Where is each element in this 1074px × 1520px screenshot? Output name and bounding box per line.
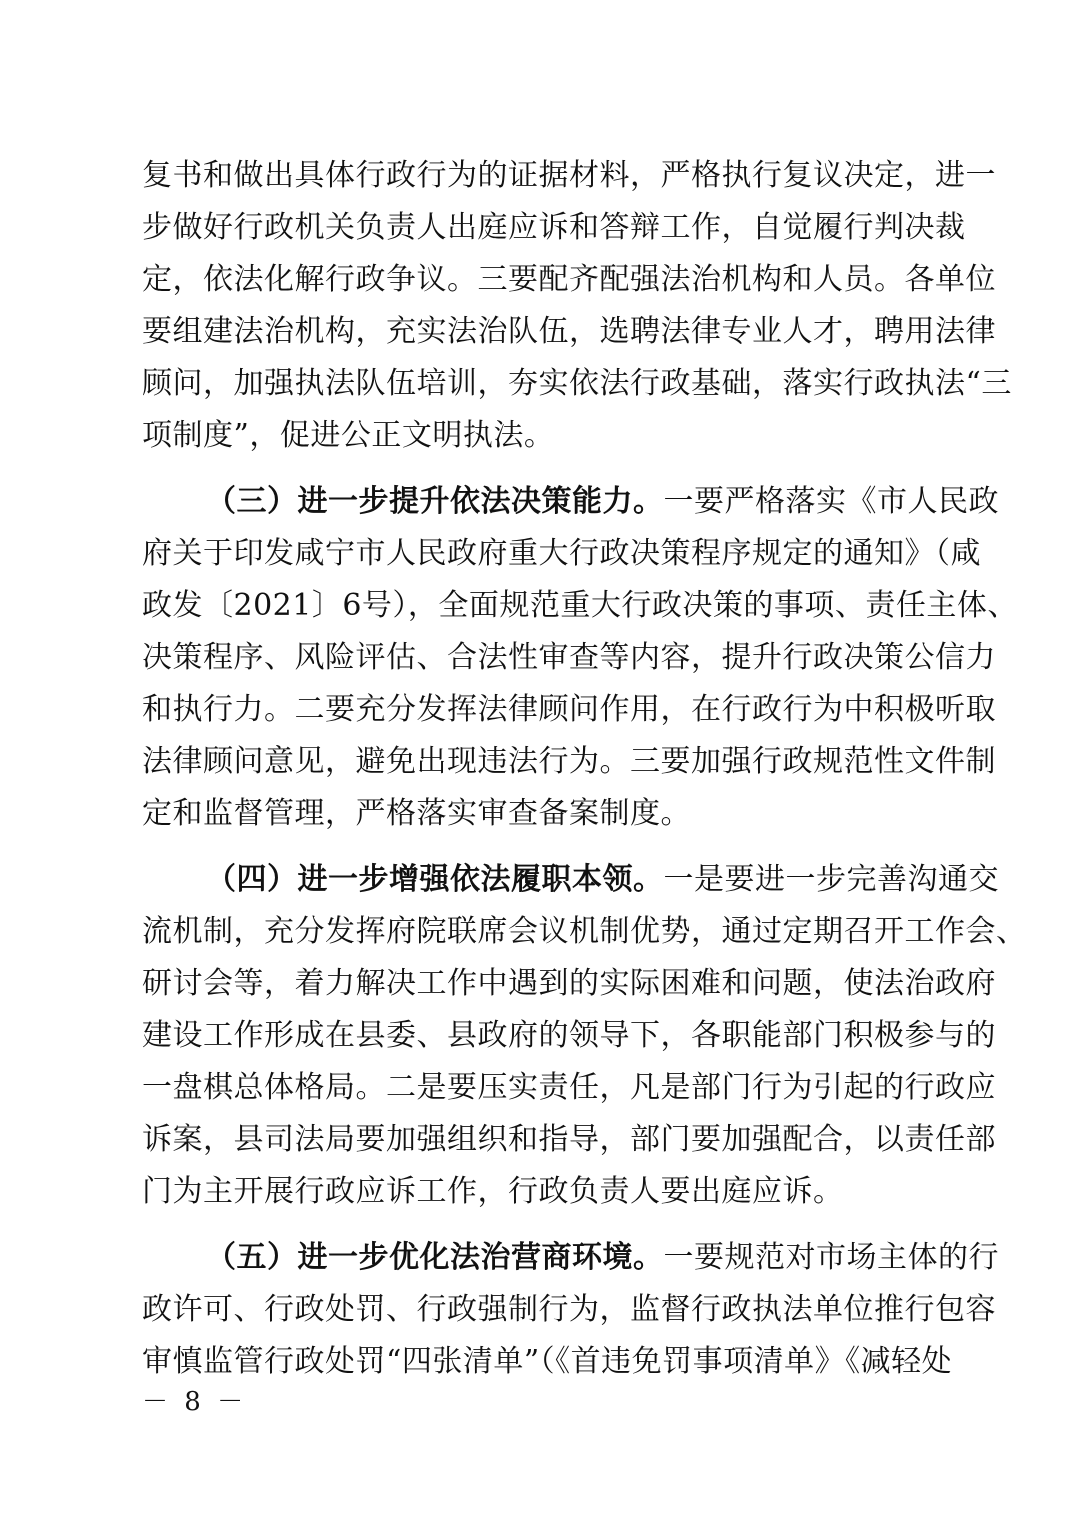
text-line: 法律顾问意见，避免出现违法行为。三要加强行政规范性文件制: [142, 744, 996, 779]
text-line: 顾问，加强执法队伍培训，夯实依法行政基础，落实行政执法“三: [142, 366, 1012, 401]
text-line: 流机制，充分发挥府院联席会议机制优势，通过定期召开工作会、: [142, 914, 1027, 949]
section-lead-text: 一是要进一步完善沟通交: [663, 862, 999, 897]
text-line: 建设工作形成在县委、县政府的领导下，各职能部门积极参与的: [142, 1018, 996, 1053]
text-line: 和执行力。二要充分发挥法律顾问作用，在行政行为中积极听取: [142, 692, 996, 727]
section-first-line: [142, 1232, 999, 1284]
text-line: 政发〔2021〕6号），全面规范重大行政决策的事项、责任主体、: [142, 588, 1018, 623]
text-line: 定，依法化解行政争议。三要配齐配强法治机构和人员。各单位: [142, 262, 996, 297]
paragraph-section-3: [142, 476, 1018, 840]
text-line: 要组建法治机构，充实法治队伍，选聘法律专业人才，聘用法律: [142, 314, 996, 349]
section-lead-text: 一要规范对市场主体的行: [663, 1240, 999, 1275]
text-line: 审慎监管行政处罚“四张清单”（《首违免罚事项清单》《减轻处: [142, 1344, 953, 1379]
page-number: － 8 －: [142, 1387, 248, 1417]
section-heading: （四）进一步增强依法履职本领。: [206, 862, 664, 897]
text-line: 决策程序、风险评估、合法性审查等内容，提升行政决策公信力: [142, 640, 996, 675]
text-line: 定和监督管理，严格落实审查备案制度。: [142, 796, 691, 831]
paragraph-continuation: [142, 150, 1012, 462]
paragraph-section-5: [142, 1232, 999, 1388]
paragraph-section-4: [142, 854, 1027, 1218]
section-first-line: [142, 476, 999, 528]
text-line: 步做好行政机关负责人出庭应诉和答辩工作，自觉履行判决裁: [142, 210, 966, 245]
text-line: 政许可、行政处罚、行政强制行为，监督行政执法单位推行包容: [142, 1292, 996, 1327]
text-line: 诉案，县司法局要加强组织和指导，部门要加强配合，以责任部: [142, 1122, 996, 1157]
section-lead-text: 一要严格落实《市人民政: [663, 484, 999, 519]
body-text: [142, 150, 1027, 1388]
text-line: 研讨会等，着力解决工作中遇到的实际困难和问题，使法治政府: [142, 966, 996, 1001]
text-line: 门为主开展行政应诉工作，行政负责人要出庭应诉。: [142, 1174, 844, 1209]
text-line: 项制度”，促进公正文明执法。: [142, 418, 555, 453]
text-line: 复书和做出具体行政行为的证据材料，严格执行复议决定，进一: [142, 158, 996, 193]
section-heading: （三）进一步提升依法决策能力。: [206, 484, 664, 519]
section-first-line: [142, 854, 999, 906]
section-heading: （五）进一步优化法治营商环境。: [206, 1240, 664, 1275]
text-line: 一盘棋总体格局。二是要压实责任，凡是部门行为引起的行政应: [142, 1070, 996, 1105]
text-line: 府关于印发咸宁市人民政府重大行政决策程序规定的通知》（咸: [142, 536, 981, 571]
